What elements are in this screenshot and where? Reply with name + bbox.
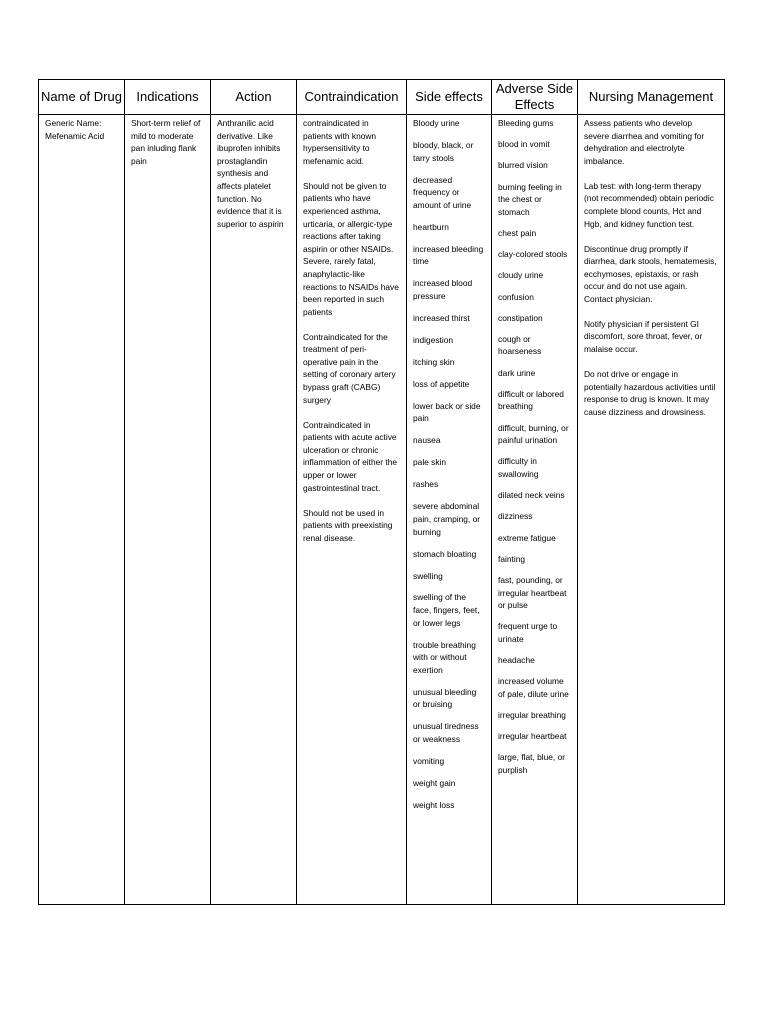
contraindication-paragraph: Contraindicated in patients with acute active ulceration or chronic inflammation of either the upper or lower gastrointestinal tract. (303, 419, 398, 493)
adverse-item: large, flat, blue, or purplish (498, 752, 566, 776)
adverse-item: Bleeding gums (498, 118, 554, 128)
side-effect-item: swelling of the face, fingers, feet, or lower legs (413, 592, 480, 628)
side-effect-item: trouble breathing with or without exertion (413, 639, 476, 675)
adverse-item: irregular breathing (498, 710, 566, 721)
header-action: Action (211, 80, 297, 115)
side-effect-item: weight loss (413, 799, 455, 810)
adverse-item: headache (498, 655, 535, 666)
side-effect-item: increased blood pressure (413, 278, 473, 301)
side-effect-item: indigestion (413, 334, 454, 345)
side-effect-item: rashes (413, 479, 439, 490)
adverse-item: difficulty in swallowing (498, 456, 539, 479)
adverse-item: blurred vision (498, 160, 548, 171)
nursing-paragraph: Discontinue drug promptly if diarrhea, dark stools, hematemesis, ecchymoses, epistaxis, or rash occur and do not use again. Contact physician. (584, 243, 717, 304)
header-adverse: Adverse Side Effects (492, 80, 578, 115)
adverse-item: fast, pounding, or irregular heartbeat or pulse (498, 574, 567, 611)
side-effect-item: unusual bleeding or bruising (413, 686, 477, 710)
adverse-item: irregular heartbeat (498, 731, 567, 742)
header-name: Name of Drug (39, 80, 125, 115)
side-effect-item: vomiting (413, 755, 445, 766)
adverse-item: confusion (498, 291, 534, 302)
drug-name: Generic Name: Mefenamic Acid (45, 118, 105, 141)
side-effect-item: increased bleeding time (413, 243, 484, 267)
side-effect-item: pale skin (413, 457, 447, 468)
side-effect-item: severe abdominal pain, cramping, or burning (413, 501, 481, 537)
adverse-item: difficult or labored breathing (498, 388, 564, 412)
side-effect-item: increased thirst (413, 312, 470, 323)
side-effect-item: nausea (413, 435, 441, 446)
nursing-paragraph: Assess patients who develop severe diarrhea and vomiting for dehydration and electrolyte imbalance. (584, 118, 705, 166)
adverse-item: blood in vomit (498, 139, 550, 150)
adverse-item: extreme fatigue (498, 532, 556, 543)
adverse-item: clay-colored stools (498, 249, 568, 260)
nursing-paragraph: Notify physician if persistent GI discomfort, sore throat, fever, or malaise occur. (584, 318, 703, 355)
drug-row (39, 115, 725, 905)
side-effect-item: heartburn (413, 221, 449, 232)
adverse-item: frequent urge to urinate (498, 621, 558, 644)
side-effect-item: weight gain (413, 777, 456, 788)
nursing-cell (578, 115, 725, 905)
side-effect-item: unusual tiredness or weakness (413, 721, 479, 744)
contraindication-paragraph: Contraindicated for the treatment of peri-operative pain in the setting of coronary artery bypass graft (CABG) surgery (303, 331, 396, 405)
contraindication-paragraph: Should not be used in patients with preexisting renal disease. (303, 507, 393, 543)
adverse-item: increased volume of pale, dilute urine (498, 676, 569, 699)
action-text: Anthranilic acid derivative. Like ibuprofen inhibits prostaglandin synthesis and affects platelet function. No evidence that it is superior to aspirin (217, 118, 284, 229)
adverse-cell (492, 115, 578, 905)
side-effect-item: lower back or side pain (413, 400, 481, 424)
adverse-list (498, 117, 571, 777)
header-row (39, 80, 725, 115)
contraindication-paragraph: contraindicated in patients with known hypersensitivity to mefenamic acid. (303, 118, 377, 166)
nursing-paragraph: Do not drive or engage in potentially hazardous activities until response to drug is known. It may cause dizziness and drowsiness. (584, 369, 716, 417)
adverse-item: chest pain (498, 227, 537, 238)
side-effects-list (413, 117, 485, 812)
header-nursing: Nursing Management (578, 80, 725, 115)
indications-cell (125, 115, 211, 905)
adverse-item: dizziness (498, 511, 533, 522)
contraindication-paragraph: Should not be given to patients who have experienced asthma, urticaria, or allergic-type reactions after taking aspirin or other NSAIDs. Severe, rarely fatal, anaphylactic-like reactions to NSAIDs have been reported in such patients (303, 180, 399, 317)
adverse-item: dilated neck veins (498, 490, 565, 501)
side-effect-item: swelling (413, 570, 443, 581)
side-effect-item: loss of appetite (413, 378, 470, 389)
adverse-item: difficult, burning, or painful urination (498, 422, 569, 446)
nursing-paragraph: Lab test: with long-term therapy (not recommended) obtain periodic complete blood counts, Hct and Hgb, and kidney function test. (584, 180, 714, 229)
adverse-item: dark urine (498, 367, 536, 378)
side-effect-item: stomach bloating (413, 548, 477, 559)
adverse-item: burning feeling in the chest or stomach (498, 181, 562, 217)
indications-text: Short-term relief of mild to moderate pan inluding flank pain (131, 118, 201, 166)
header-contraindication: Contraindication (297, 80, 407, 115)
side-effects-cell (407, 115, 492, 905)
contraindication-cell (297, 115, 407, 905)
side-effect-item: itching skin (413, 356, 455, 367)
drug-name-cell (39, 115, 125, 905)
header-side-effects: Side effects (407, 80, 492, 115)
action-cell (211, 115, 297, 905)
side-effect-item: decreased frequency or amount of urine (413, 174, 472, 210)
adverse-item: cloudy urine (498, 270, 544, 281)
adverse-item: fainting (498, 553, 526, 564)
side-effect-item: bloody, black, or tarry stools (413, 139, 474, 163)
adverse-item: cough or hoarseness (498, 333, 542, 357)
header-indications: Indications (125, 80, 211, 115)
adverse-item: constipation (498, 312, 543, 323)
side-effect-item: Bloody urine (413, 118, 460, 128)
drug-card-table (38, 79, 725, 905)
